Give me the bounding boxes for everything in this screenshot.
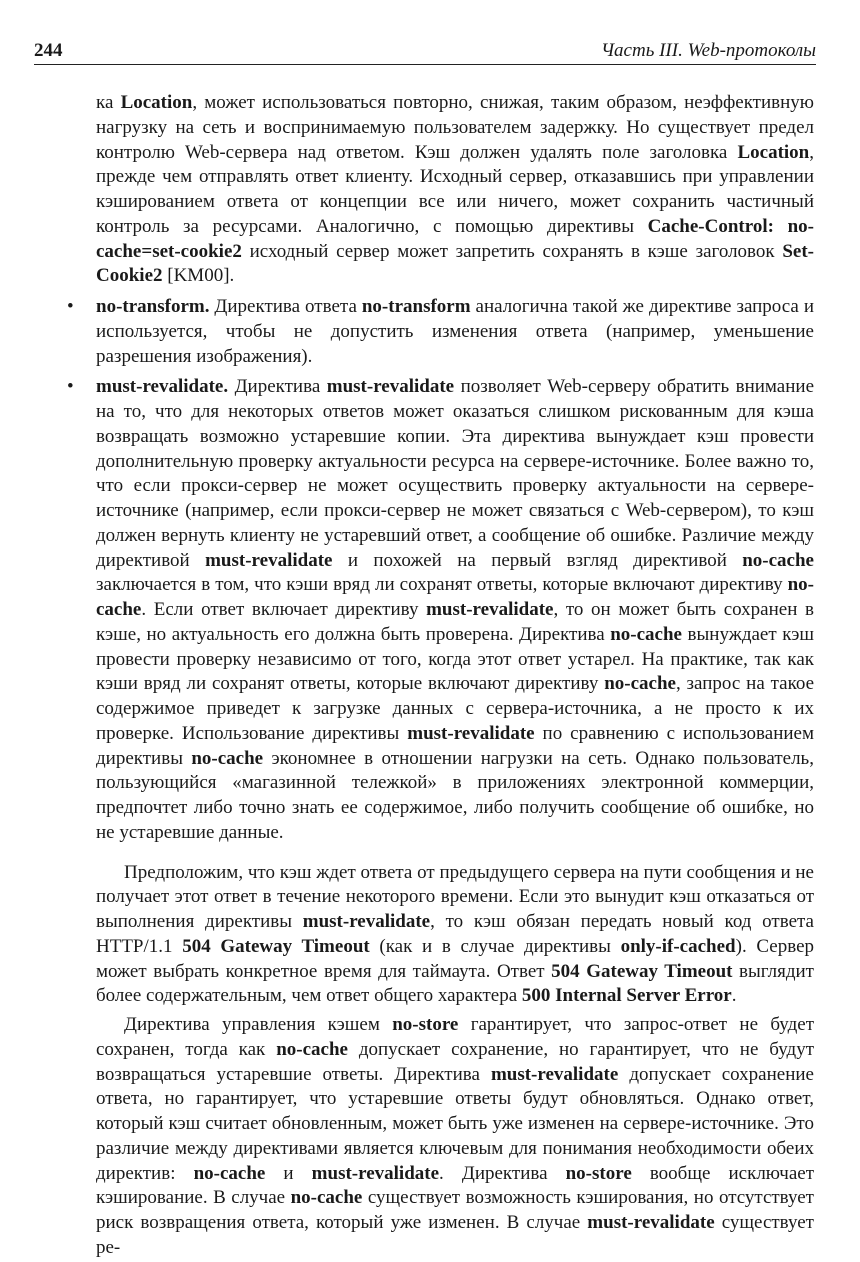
bullet-item-no-transform — [67, 295, 815, 369]
bullet-marker: • — [67, 376, 74, 398]
paragraph-no-store — [96, 1013, 814, 1261]
text: ка — [96, 92, 121, 113]
term: 500 Internal Server Error — [521, 985, 732, 1007]
text: , то он может быть сохранен в кэше, но актуальность его должна быть проверена. Директива — [96, 599, 814, 645]
text: . Директива — [439, 1162, 566, 1184]
text: ). Сервер может выбрать конкретное время для таймаута. Ответ — [96, 935, 814, 982]
term: must-revalidate — [426, 599, 554, 620]
text: , запрос на такое содержимое приведет к загрузке данных с сервера-источника, а не просто к их проверке. Использование директивы — [96, 673, 814, 744]
text: . Если ответ включает директиву — [141, 599, 427, 620]
text: Директива — [228, 376, 327, 398]
running-title: Часть III. Web-протоколы — [600, 40, 816, 61]
bullet-marker: • — [67, 296, 74, 317]
term: Location — [120, 92, 193, 113]
term: Cache-Control: no-cache=set-cookie2 — [96, 215, 815, 262]
text: вообще исключает кэширование. В случае — [96, 1162, 814, 1209]
text: по сравнению с использованием директивы — [96, 722, 814, 769]
text: Предположим, что кэш ждет ответа от предыдущего сервера на пути сообщения и не получает этот ответ в течение некоторого времени. Если это вынудит кэш отказаться от выполнения директивы — [96, 861, 814, 932]
page-header — [34, 38, 816, 65]
text: заключается в том, что кэши вряд ли сохранят ответы, которые включают директиву — [96, 574, 788, 596]
term: must-revalidate — [587, 1212, 715, 1233]
page-body — [67, 91, 815, 1261]
term: must-revalidate — [205, 549, 333, 571]
term: no-cache — [742, 549, 814, 571]
term: no-cache — [193, 1162, 266, 1184]
text: (как и в случае директивы — [369, 935, 621, 957]
text: [KM00]. — [162, 265, 235, 287]
term: 504 Gateway Timeout — [551, 960, 733, 982]
paragraph-continuation — [96, 91, 814, 289]
term: must-revalidate — [302, 911, 431, 932]
text: существует ре- — [96, 1212, 814, 1258]
text: аналогична такой же директиве запроса и используется, чтобы не допустить изменения ответа (например, уменьшение разрешения изображения). — [96, 296, 815, 367]
term: no-store — [565, 1162, 632, 1184]
text: существует возможность кэширования, но отсутствует риск возвращения ответа, который уже изменен. В случае — [96, 1187, 814, 1233]
text: гарантирует, что запрос-ответ не будет сохранен, тогда как — [96, 1014, 815, 1060]
text: Директива ответа — [209, 296, 362, 317]
bullet-term: no-transform. — [96, 296, 210, 317]
term: no-cache — [96, 574, 814, 620]
term: no-cache — [290, 1187, 363, 1209]
term: no-cache — [604, 673, 676, 695]
term: Set-Cookie2 — [96, 240, 814, 287]
term: 504 Gateway Timeout — [182, 935, 370, 957]
text: вынуждает кэш провести проверку независимо от того, когда этот ответ устарел. На практике, так как кэши вряд ли сохранят ответы, которые включают директиву — [96, 623, 814, 695]
text: и похожей на первый взгляд директивой — [332, 549, 743, 571]
term: no-store — [392, 1014, 459, 1035]
term: no-cache — [276, 1038, 348, 1060]
term: must-revalidate — [407, 722, 535, 744]
text: допускает сохранение ответа, но гарантирует, что устаревшие ответы будут обновляться. Однако ответ, который кэш считает обновленным, может быть уже изменен на сервере-источнике. Это различие между директивами является ключевым для понимания необходимости обеих директив: — [96, 1063, 814, 1184]
page-number: 244 — [34, 40, 63, 61]
text: и — [265, 1162, 312, 1184]
text: Директива управления кэшем — [124, 1014, 393, 1035]
text: допускает сохранение, но гарантирует, что не будут возвращаться устаревшие ответы. Директива — [96, 1038, 814, 1085]
term: must-revalidate — [326, 376, 455, 398]
text: позволяет Web-серверу обратить внимание на то, что для некоторых ответов может оказаться слишком рискованным для кэша возвращать возможно устаревшие копии. Эта директива вынуждает кэш провести дополнительную проверку актуальности ресурса на сервере-источнике. Более важно то, что если прокси-сервер не может осуществить проверку актуальности на сервере-источнике (например, если прокси-сервер не может связаться с Web-сервером), то кэш должен вернуть клиенту не устаревший ответ, а сообщение об ошибке. Различие между директивой — [96, 376, 815, 571]
text: исходный сервер может запретить сохранять в кэше заголовок — [241, 240, 783, 262]
term: no-cache — [610, 623, 682, 645]
term: must-revalidate — [490, 1063, 619, 1085]
term: only-if-cached — [620, 935, 736, 957]
term: no-cache — [191, 747, 264, 769]
bullet-term: must-revalidate. — [96, 376, 229, 398]
term: must-revalidate — [311, 1162, 440, 1184]
text: , может использоваться повторно, снижая, таким образом, неэффективную нагрузку на сеть и воспринимаемую пользователем задержку. Но существует предел контролю Web-сервера над ответом. Кэш должен удалять поле заголовка — [96, 92, 814, 163]
text: . — [731, 985, 737, 1007]
paragraph-gateway-timeout — [96, 861, 814, 1010]
term: Location — [737, 141, 810, 163]
text: выглядит более содержательным, чем ответ общего характера — [96, 960, 814, 1007]
bullet-item-must-revalidate — [67, 375, 815, 845]
text: , то кэш обязан передать новый код ответа HTTP/1.1 — [96, 911, 814, 957]
text: экономнее в отношении нагрузки на сеть. Однако пользователь, пользующийся «магазинной тележкой» в приложениях электронной коммерции, предпочтет либо точно знать ее содержимое, либо получить сообщение об ошибке, но не устаревшие данные. — [96, 747, 814, 843]
term: no-transform — [361, 296, 471, 317]
text: , прежде чем отправлять ответ клиенту. Исходный сервер, отказавшись при управлении кэшированием ответа от концепции все или ничего, может сохранить частичный контроль за ресурсами. Аналогично, с помощью директивы — [96, 141, 814, 237]
